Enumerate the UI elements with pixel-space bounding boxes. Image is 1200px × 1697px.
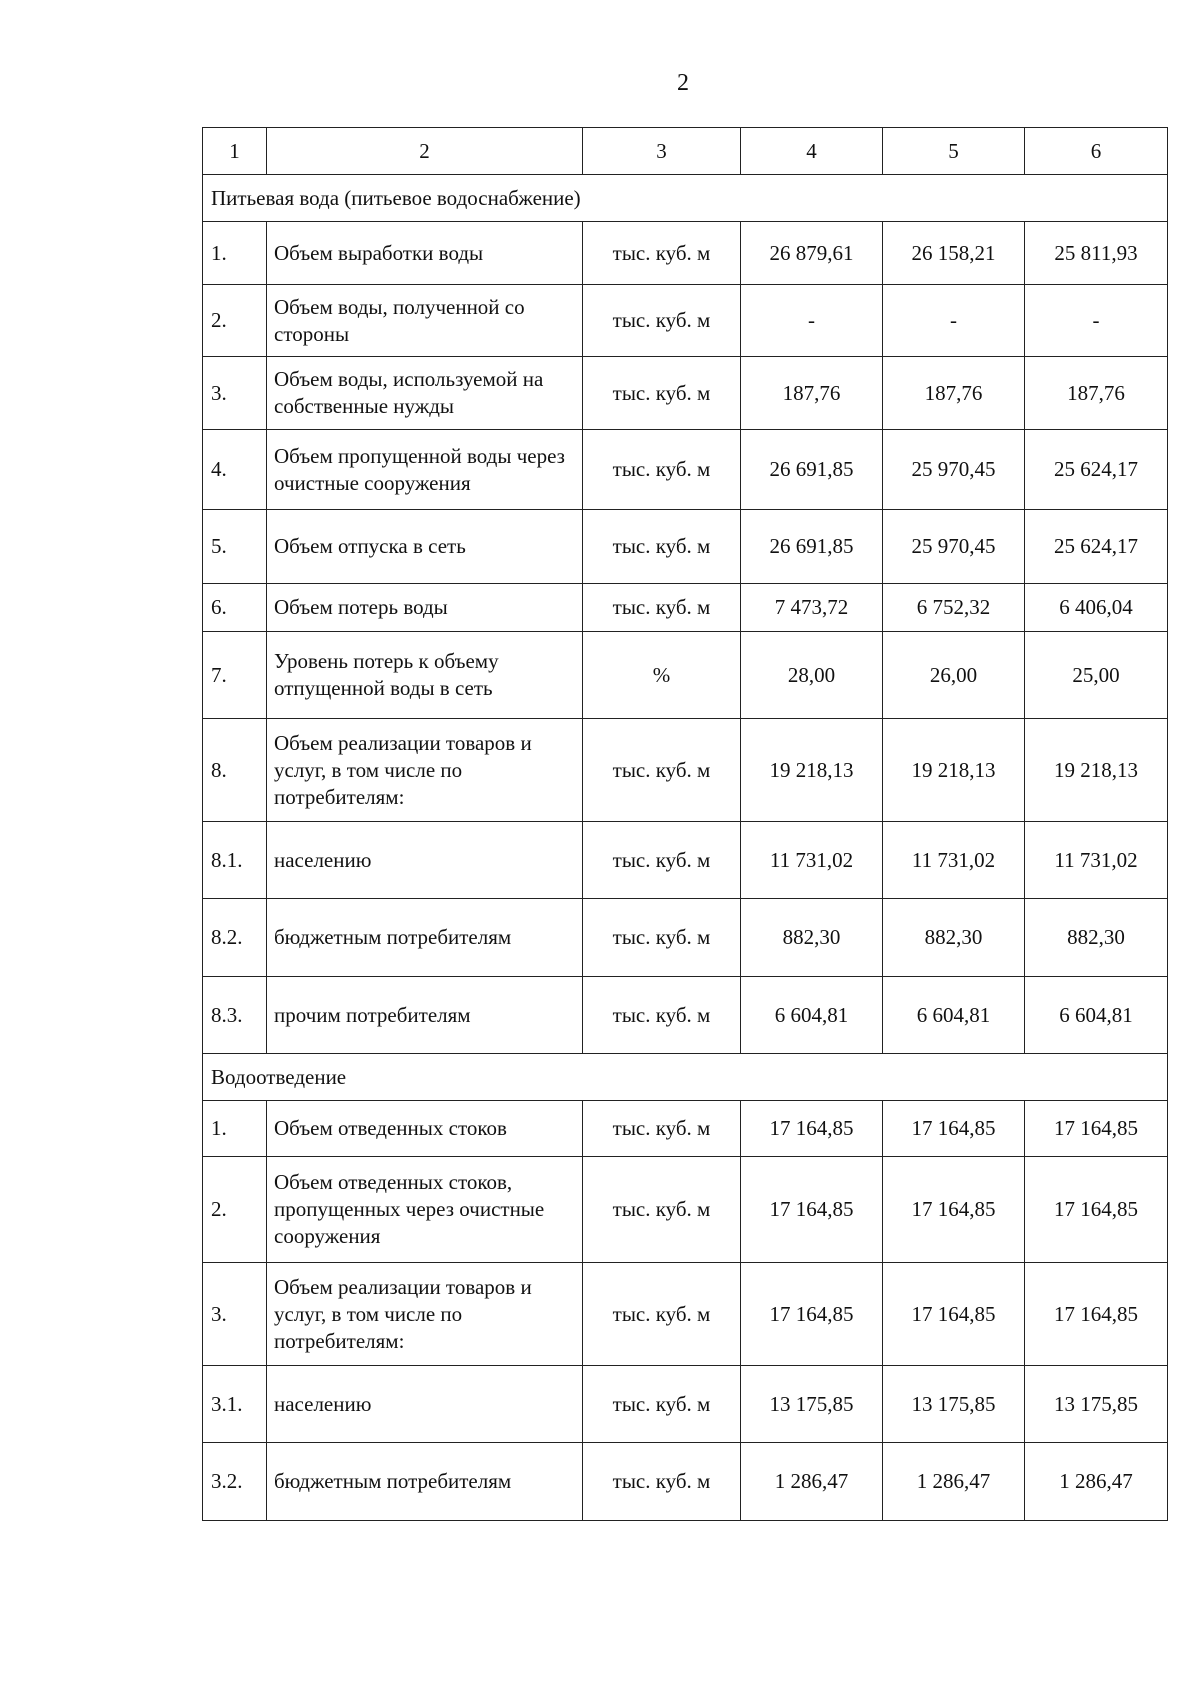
row-value-4: 26 691,85	[741, 510, 883, 584]
row-unit: тыс. куб. м	[583, 1157, 741, 1263]
row-value-4: 17 164,85	[741, 1157, 883, 1263]
row-value-5: 6 604,81	[883, 977, 1025, 1054]
row-value-6: 6 406,04	[1025, 584, 1168, 632]
row-number: 8.2.	[203, 899, 267, 977]
row-number: 1.	[203, 1101, 267, 1157]
table-row	[203, 632, 1168, 719]
row-name: населению	[267, 822, 583, 899]
row-value-4: 6 604,81	[741, 977, 883, 1054]
row-name: бюджетным потребителям	[267, 1443, 583, 1521]
row-name: Объем потерь воды	[267, 584, 583, 632]
row-value-5: 19 218,13	[883, 719, 1025, 822]
row-name: Уровень потерь к объему отпущенной воды в сеть	[267, 632, 583, 719]
row-number: 8.1.	[203, 822, 267, 899]
row-value-5: 26 158,21	[883, 222, 1025, 285]
row-value-6: 17 164,85	[1025, 1101, 1168, 1157]
row-value-4: 26 879,61	[741, 222, 883, 285]
row-value-5: 25 970,45	[883, 430, 1025, 510]
row-value-4: 11 731,02	[741, 822, 883, 899]
row-value-5: 17 164,85	[883, 1101, 1025, 1157]
row-value-6: 25 624,17	[1025, 430, 1168, 510]
row-value-6: 25 811,93	[1025, 222, 1168, 285]
header-cell: 4	[741, 128, 883, 175]
row-value-4: 28,00	[741, 632, 883, 719]
row-unit: тыс. куб. м	[583, 510, 741, 584]
row-number: 7.	[203, 632, 267, 719]
row-value-6: 19 218,13	[1025, 719, 1168, 822]
row-value-4: 17 164,85	[741, 1263, 883, 1366]
row-value-4: 13 175,85	[741, 1366, 883, 1443]
row-value-6: 187,76	[1025, 357, 1168, 430]
row-value-6: 882,30	[1025, 899, 1168, 977]
table-row	[203, 1263, 1168, 1366]
row-number: 5.	[203, 510, 267, 584]
row-unit: тыс. куб. м	[583, 899, 741, 977]
row-name: Объем отведенных стоков	[267, 1101, 583, 1157]
row-name: прочим потребителям	[267, 977, 583, 1054]
row-number: 3.	[203, 357, 267, 430]
row-unit: тыс. куб. м	[583, 285, 741, 357]
table-row	[203, 285, 1168, 357]
row-value-6: -	[1025, 285, 1168, 357]
row-unit: тыс. куб. м	[583, 430, 741, 510]
row-value-4: 187,76	[741, 357, 883, 430]
row-value-4: 1 286,47	[741, 1443, 883, 1521]
table-row	[203, 899, 1168, 977]
row-name: Объем реализации товаров и услуг, в том числе по потребителям:	[267, 719, 583, 822]
row-number: 2.	[203, 285, 267, 357]
table-row	[203, 222, 1168, 285]
row-number: 2.	[203, 1157, 267, 1263]
section-title: Водоотведение	[203, 1054, 1168, 1101]
table-row	[203, 357, 1168, 430]
table-row	[203, 1157, 1168, 1263]
table-row	[203, 510, 1168, 584]
table-row	[203, 1443, 1168, 1521]
row-name: бюджетным потребителям	[267, 899, 583, 977]
row-value-6: 17 164,85	[1025, 1263, 1168, 1366]
row-unit: тыс. куб. м	[583, 1443, 741, 1521]
header-cell: 2	[267, 128, 583, 175]
row-unit: тыс. куб. м	[583, 822, 741, 899]
row-number: 8.	[203, 719, 267, 822]
table-row	[203, 1101, 1168, 1157]
row-unit: тыс. куб. м	[583, 357, 741, 430]
row-value-5: 882,30	[883, 899, 1025, 977]
data-table	[202, 127, 1168, 1521]
row-unit: тыс. куб. м	[583, 1101, 741, 1157]
row-name: Объем отведенных стоков, пропущенных через очистные сооружения	[267, 1157, 583, 1263]
row-number: 3.	[203, 1263, 267, 1366]
row-name: Объем выработки воды	[267, 222, 583, 285]
row-value-5: 11 731,02	[883, 822, 1025, 899]
row-value-6: 6 604,81	[1025, 977, 1168, 1054]
row-unit: тыс. куб. м	[583, 1366, 741, 1443]
row-value-5: 26,00	[883, 632, 1025, 719]
row-value-5: 17 164,85	[883, 1263, 1025, 1366]
row-value-5: 6 752,32	[883, 584, 1025, 632]
row-number: 6.	[203, 584, 267, 632]
section-row	[203, 175, 1168, 222]
row-name: Объем воды, используемой на собственные нужды	[267, 357, 583, 430]
row-unit: тыс. куб. м	[583, 222, 741, 285]
table-row	[203, 822, 1168, 899]
page-number: 2	[677, 70, 689, 96]
table-row	[203, 1366, 1168, 1443]
row-number: 4.	[203, 430, 267, 510]
row-value-5: 25 970,45	[883, 510, 1025, 584]
row-value-4: 19 218,13	[741, 719, 883, 822]
row-value-6: 25,00	[1025, 632, 1168, 719]
row-value-6: 17 164,85	[1025, 1157, 1168, 1263]
row-value-4: 882,30	[741, 899, 883, 977]
row-value-6: 11 731,02	[1025, 822, 1168, 899]
row-name: Объем пропущенной воды через очистные сооружения	[267, 430, 583, 510]
row-value-5: 17 164,85	[883, 1157, 1025, 1263]
row-unit: тыс. куб. м	[583, 977, 741, 1054]
row-unit: тыс. куб. м	[583, 1263, 741, 1366]
table-row	[203, 430, 1168, 510]
row-unit: тыс. куб. м	[583, 584, 741, 632]
section-row	[203, 1054, 1168, 1101]
header-cell: 1	[203, 128, 267, 175]
header-cell: 3	[583, 128, 741, 175]
row-number: 1.	[203, 222, 267, 285]
row-value-6: 1 286,47	[1025, 1443, 1168, 1521]
row-value-5: 187,76	[883, 357, 1025, 430]
row-value-6: 13 175,85	[1025, 1366, 1168, 1443]
header-row	[203, 128, 1168, 175]
row-number: 3.1.	[203, 1366, 267, 1443]
row-name: Объем реализации товаров и услуг, в том числе по потребителям:	[267, 1263, 583, 1366]
row-number: 8.3.	[203, 977, 267, 1054]
table-row	[203, 977, 1168, 1054]
row-name: населению	[267, 1366, 583, 1443]
row-name: Объем отпуска в сеть	[267, 510, 583, 584]
section-title: Питьевая вода (питьевое водоснабжение)	[203, 175, 1168, 222]
row-value-5: -	[883, 285, 1025, 357]
table-row	[203, 584, 1168, 632]
header-cell: 5	[883, 128, 1025, 175]
row-value-5: 1 286,47	[883, 1443, 1025, 1521]
row-unit: %	[583, 632, 741, 719]
table-row	[203, 719, 1168, 822]
row-value-4: -	[741, 285, 883, 357]
header-cell: 6	[1025, 128, 1168, 175]
row-number: 3.2.	[203, 1443, 267, 1521]
row-value-6: 25 624,17	[1025, 510, 1168, 584]
row-value-4: 17 164,85	[741, 1101, 883, 1157]
row-value-4: 26 691,85	[741, 430, 883, 510]
row-value-4: 7 473,72	[741, 584, 883, 632]
row-name: Объем воды, полученной со стороны	[267, 285, 583, 357]
row-unit: тыс. куб. м	[583, 719, 741, 822]
row-value-5: 13 175,85	[883, 1366, 1025, 1443]
